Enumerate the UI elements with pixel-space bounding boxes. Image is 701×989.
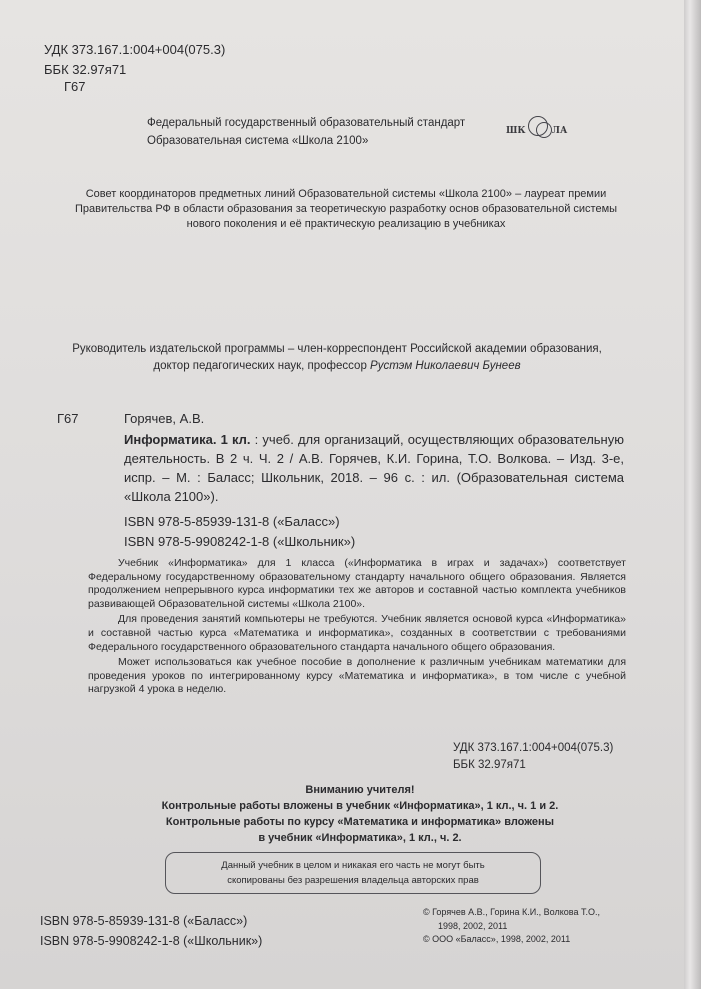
standard-block <box>147 114 465 150</box>
program-head-title: доктор педагогических наук, профессор <box>153 360 367 372</box>
isbn-shkolnik: ISBN 978-5-9908242-1-8 («Школьник») <box>124 534 356 549</box>
logo-text-right: ЛА <box>552 126 568 136</box>
teacher-notice-line-2: Контрольные работы по курсу «Математика и информатика» вложены <box>165 816 555 828</box>
classification-codes-top <box>44 40 225 80</box>
annotation-paragraph-1: Учебник «Информатика» для 1 класса («Информатика в играх и задачах») соответствует Федеральному государственному образовательному стандарту начального общего образования. Является продолжением непрерывного курса информатики тех же авторов и составной частью комплекта учебников развивающей Образовательной системы «Школа 2100». <box>88 557 626 610</box>
annotation <box>88 557 626 697</box>
copyright-warning-line-2: скопированы без разрешения владельца авторских прав <box>227 875 479 886</box>
footer-isbn-balass: ISBN 978-5-85939-131-8 («Баласс») <box>40 914 248 928</box>
standard-line-2: Образовательная система «Школа 2100» <box>147 135 369 147</box>
program-head-note <box>57 341 617 375</box>
footer-isbn-block <box>40 911 262 951</box>
book-title: Информатика. 1 кл. <box>124 432 251 447</box>
isbn-balass: ISBN 978-5-85939-131-8 («Баласс») <box>124 514 340 529</box>
page-edge <box>684 0 701 989</box>
copyright-warning-box <box>165 852 541 894</box>
copyright-block <box>423 906 600 947</box>
program-head-line-2 <box>57 358 617 375</box>
teacher-notice <box>120 782 600 846</box>
bbk-code: ББК 32.97я71 <box>44 62 127 77</box>
udk-code: УДК 373.167.1:004+004(075.3) <box>44 42 226 57</box>
isbn-block <box>124 512 355 552</box>
copyright-authors-years: 1998, 2002, 2011 <box>438 920 508 931</box>
classification-codes-bottom <box>453 740 613 774</box>
teacher-notice-line-3: в учебник «Информатика», 1 кл., ч. 2. <box>258 832 462 844</box>
teacher-notice-line-1: Контрольные работы вложены в учебник «Информатика», 1 кл., ч. 1 и 2. <box>161 800 559 812</box>
annotation-paragraph-2: Для проведения занятий компьютеры не требуются. Учебник является основой курса «Информатика» и составной частью курса «Математика и информатика», созданных в соответствии с требованиями Федерального государственного образовательного стандарта начального общего образования. <box>88 613 626 653</box>
school-2100-logo <box>506 112 570 146</box>
udk-code-bottom: УДК 373.167.1:004+004(075.3) <box>453 742 614 754</box>
bibliographic-description <box>124 430 624 506</box>
annotation-paragraph-3: Может использоваться как учебное пособие в дополнение к различным учебникам математики для проведения уроков по интегрированному курсу «Математика и информатика», в том числе с учебной нагрузкой 4 урока в неделю. <box>88 656 626 696</box>
footer-isbn-shkolnik: ISBN 978-5-9908242-1-8 («Школьник») <box>40 934 263 948</box>
copyright-warning-line-1: Данный учебник в целом и никакая его часть не могут быть <box>221 860 485 871</box>
teacher-notice-heading: Вниманию учителя! <box>305 784 415 796</box>
logo-circle-icon-2 <box>536 122 552 138</box>
council-note: Совет координаторов предметных линий Образовательной системы «Школа 2100» – лауреат премии Правительства РФ в области образования за теоретическую разработку основ образовательной системы нового поколения и её практическую реализацию в учебниках <box>74 188 618 230</box>
logo-text-left: ШК <box>506 126 526 136</box>
author-sign-top: Г67 <box>64 79 86 94</box>
bibliographic-details: : учеб. для организаций, осуществляющих образовательную деятельность. В 2 ч. Ч. 2 / А.В. Горячев, К.И. Горина, Т.О. Волкова. – Изд. 3-е, испр. – М. : Баласс; Школьник, 2018. – 96 с. : ил. (Образовательная система «Школа 2100»). <box>124 432 624 504</box>
program-head-name: Рустэм Николаевич Бунеев <box>370 360 521 372</box>
bbk-code-bottom: ББК 32.97я71 <box>453 759 526 771</box>
copyright-authors: © Горячев А.В., Горина К.И., Волкова Т.О., <box>423 907 600 917</box>
standard-line-1: Федеральный государственный образовательный стандарт <box>147 117 466 129</box>
copyright-publisher: © ООО «Баласс», 1998, 2002, 2011 <box>423 934 571 944</box>
author-name: Горячев, А.В. <box>124 411 205 426</box>
author-sign: Г67 <box>57 411 79 426</box>
program-head-line-1: Руководитель издательской программы – член-корреспондент Российской академии образования, <box>72 343 602 355</box>
